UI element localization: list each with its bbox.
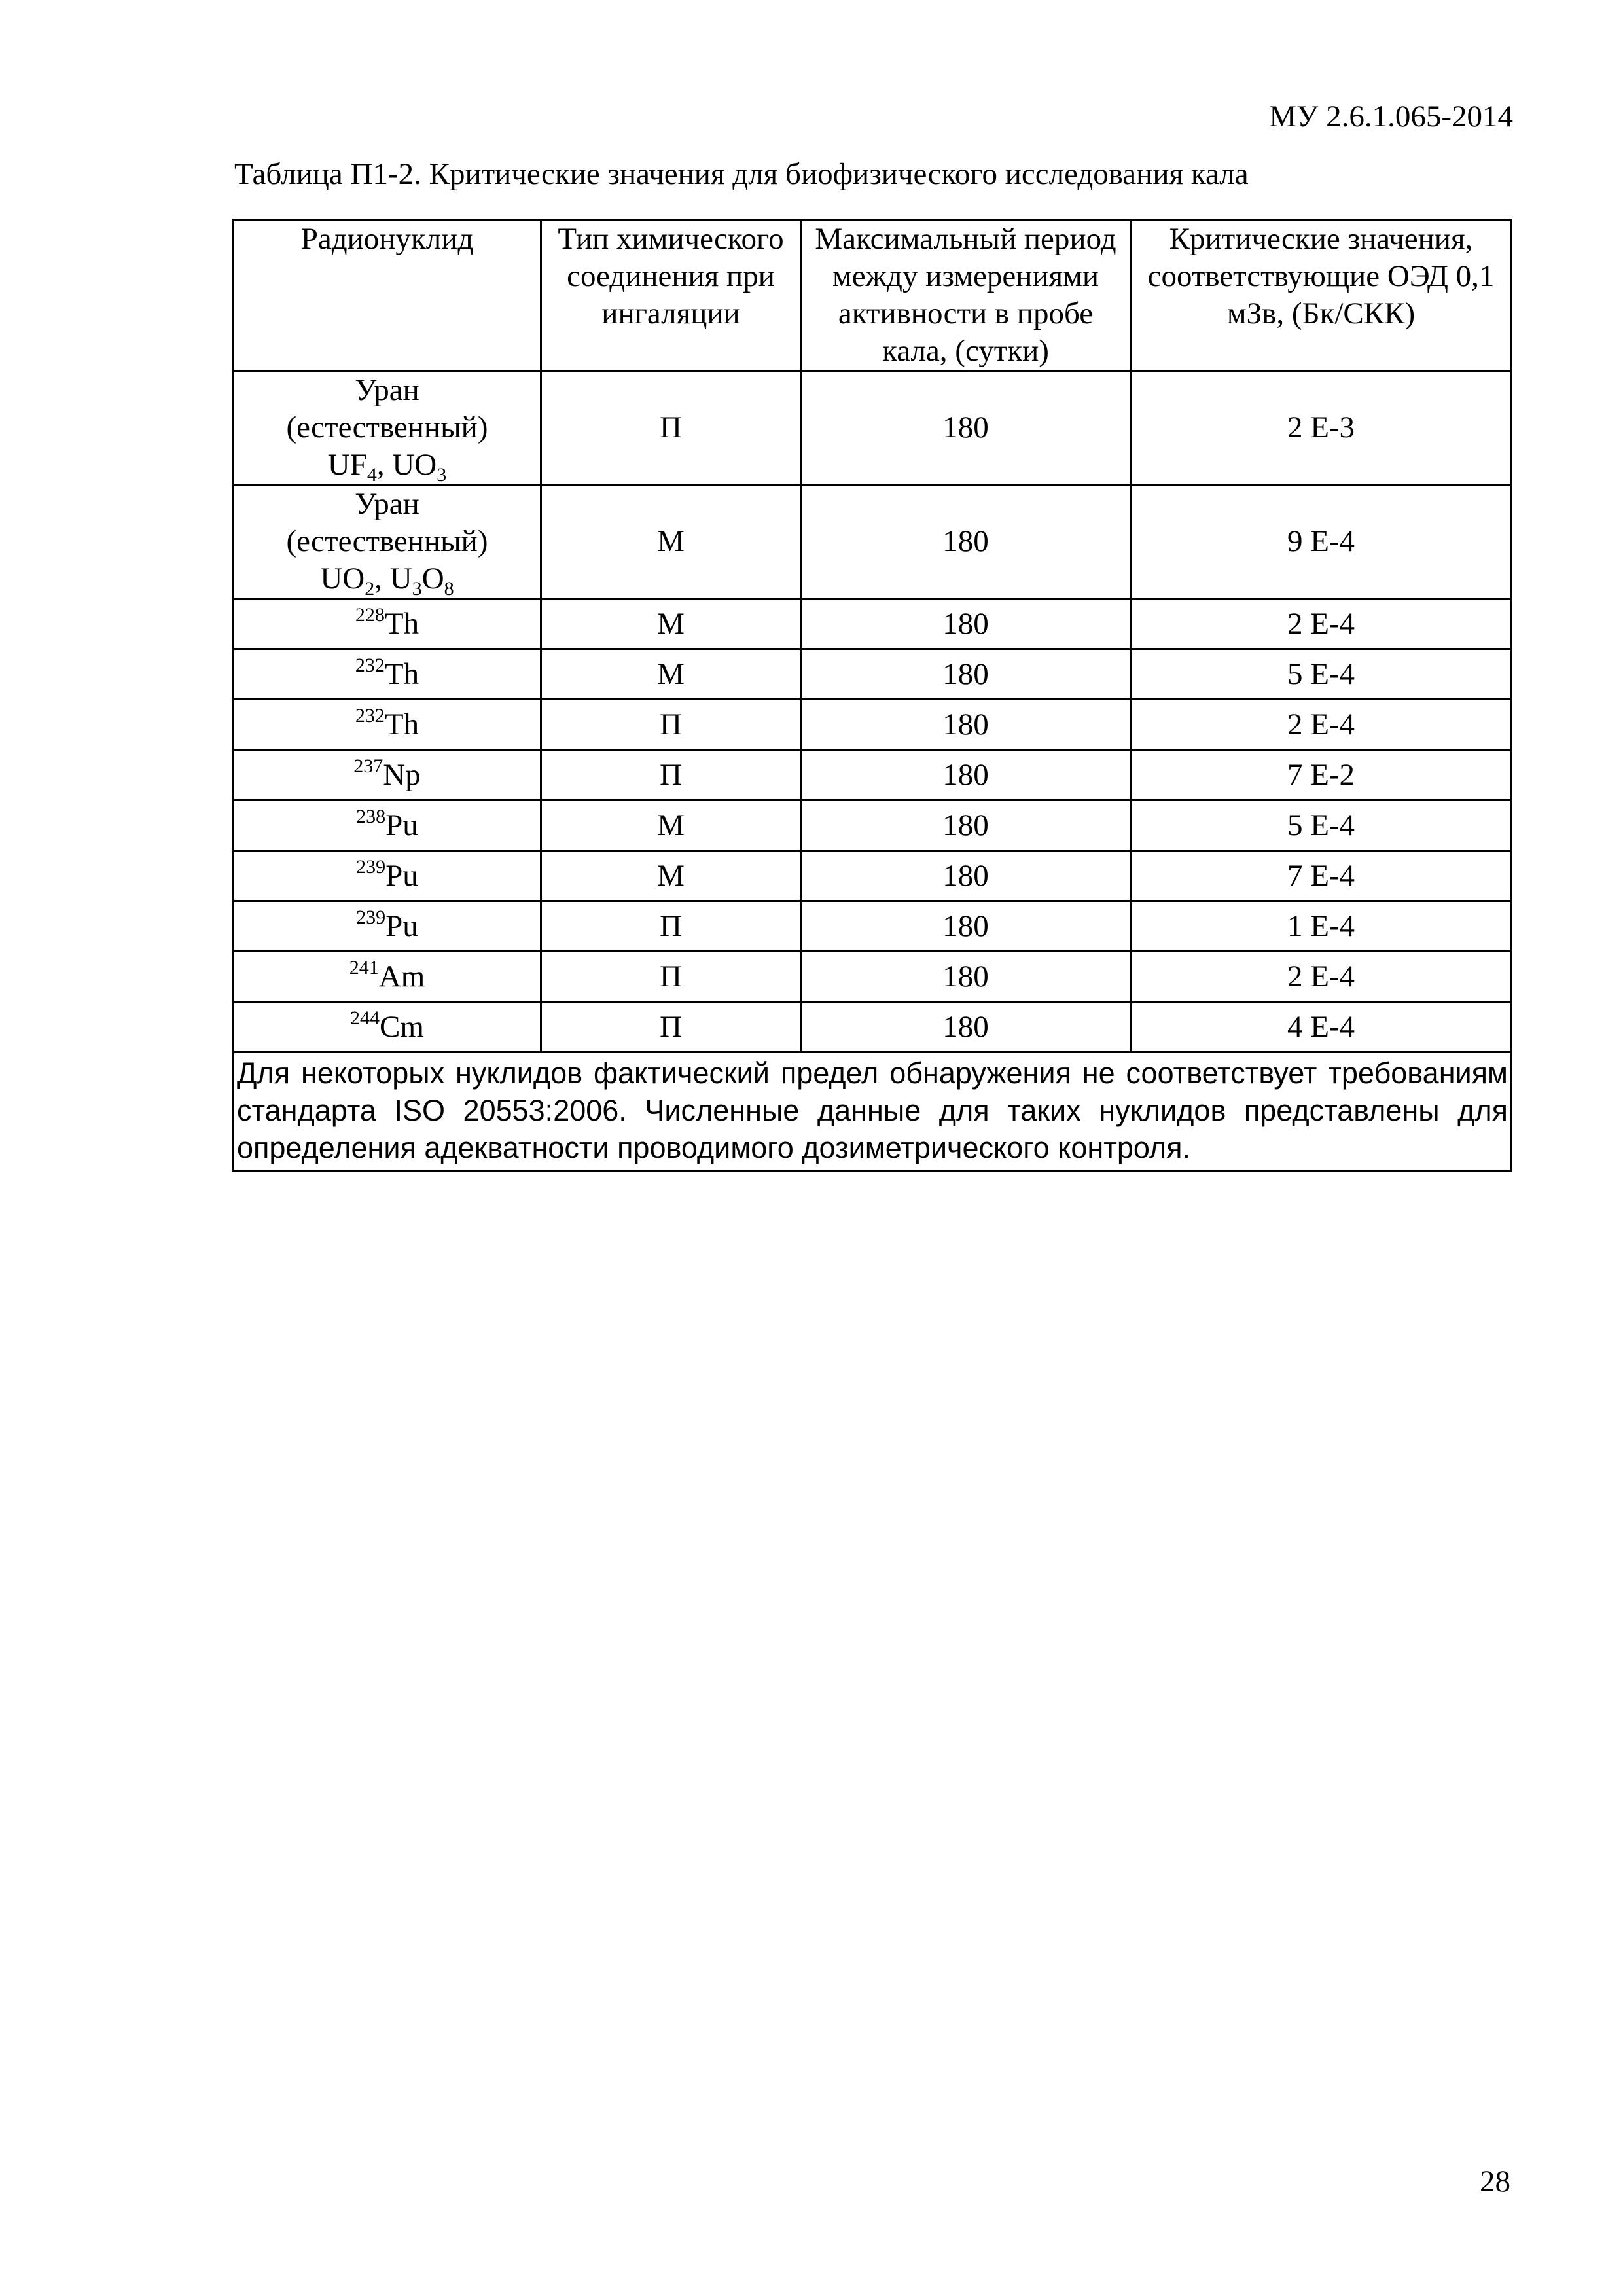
element-symbol: Cm	[380, 1009, 424, 1044]
mass-number: 238	[356, 805, 386, 827]
table-row	[234, 800, 1512, 851]
critical-value-cell: 2 Е-4	[1131, 599, 1512, 649]
table-row	[234, 371, 1512, 485]
nuclide-cell	[234, 851, 541, 901]
element-symbol: Th	[384, 606, 419, 641]
mass-number: 228	[355, 603, 385, 626]
mass-number: 239	[356, 855, 386, 878]
column-header-measurement-period: Максимальный период между измерениями активности в пробе кала, (сутки)	[801, 220, 1131, 371]
period-cell: 180	[801, 649, 1131, 700]
column-header-compound-type: Тип химического соединения при ингаляции	[541, 220, 801, 371]
period-cell: 180	[801, 371, 1131, 485]
critical-value-cell: 7 Е-4	[1131, 851, 1512, 901]
compound-type-cell: П	[541, 1002, 801, 1052]
table-header-row	[234, 220, 1512, 371]
period-cell: 180	[801, 599, 1131, 649]
table-row	[234, 485, 1512, 599]
element-symbol: Pu	[385, 808, 418, 842]
table-row	[234, 700, 1512, 750]
compound-type-cell: П	[541, 700, 801, 750]
mass-number: 241	[349, 956, 379, 978]
mass-number: 232	[355, 654, 385, 676]
compound-type-cell: П	[541, 952, 801, 1002]
compound-type-cell: М	[541, 485, 801, 599]
critical-value-cell: 9 Е-4	[1131, 485, 1512, 599]
critical-value-cell: 2 Е-4	[1131, 952, 1512, 1002]
compound-type-cell: М	[541, 800, 801, 851]
nuclide-compounds: $UO_2$, $U_3O_8$	[320, 562, 454, 600]
critical-value-cell: 4 Е-4	[1131, 1002, 1512, 1052]
period-cell: 180	[801, 1002, 1131, 1052]
critical-value-cell: 1 Е-4	[1131, 901, 1512, 952]
critical-value-cell: 7 Е-2	[1131, 750, 1512, 800]
critical-values-table	[232, 219, 1512, 1172]
nuclide-cell	[234, 700, 541, 750]
period-cell: 180	[801, 800, 1131, 851]
critical-value-cell: 5 Е-4	[1131, 800, 1512, 851]
mass-number: 232	[355, 704, 385, 726]
period-cell: 180	[801, 851, 1131, 901]
nuclide-cell	[234, 1002, 541, 1052]
compound-type-cell: П	[541, 371, 801, 485]
nuclide-cell	[234, 649, 541, 700]
compound-type-cell: М	[541, 649, 801, 700]
nuclide-cell	[234, 599, 541, 649]
element-symbol: Np	[383, 757, 421, 792]
table-note-row	[234, 1052, 1512, 1172]
compound-type-cell: М	[541, 851, 801, 901]
nuclide-qualifier: (естественный)	[286, 410, 488, 444]
column-header-critical-value: Критические значения, соответствующие ОЭД 0,1 мЗв, (Бк/СКК)	[1131, 220, 1512, 371]
compound-type-cell: П	[541, 901, 801, 952]
table-row	[234, 851, 1512, 901]
table-row	[234, 952, 1512, 1002]
table-caption: Таблица П1-2. Критические значения для биофизического исследования кала	[234, 157, 1249, 191]
nuclide-cell	[234, 800, 541, 851]
nuclide-qualifier: (естественный)	[286, 524, 488, 558]
document-code: МУ 2.6.1.065-2014	[1269, 99, 1513, 134]
critical-value-cell: 2 Е-4	[1131, 700, 1512, 750]
nuclide-cell	[234, 371, 541, 485]
element-symbol: Th	[384, 707, 419, 742]
period-cell: 180	[801, 485, 1131, 599]
table-row	[234, 1002, 1512, 1052]
nuclide-cell	[234, 952, 541, 1002]
nuclide-cell	[234, 901, 541, 952]
nuclide-name: Уран	[355, 487, 419, 521]
page-number: 28	[1480, 2164, 1510, 2198]
mass-number: 237	[353, 755, 383, 777]
critical-value-cell: 2 Е-3	[1131, 371, 1512, 485]
table-row	[234, 649, 1512, 700]
nuclide-compounds: $UF_4$, $UO_3$	[327, 448, 447, 486]
table-note: Для некоторых нуклидов фактический предел обнаружения не соответствует требованиям стандарта ISO 20553:2006. Численные данные для таких нуклидов представлены для определения адекватности проводимого дозиметрического контроля.	[234, 1052, 1512, 1172]
compound-type-cell: П	[541, 750, 801, 800]
period-cell: 180	[801, 750, 1131, 800]
nuclide-cell	[234, 750, 541, 800]
table-row	[234, 599, 1512, 649]
table-row	[234, 750, 1512, 800]
period-cell: 180	[801, 952, 1131, 1002]
element-symbol: Pu	[385, 858, 418, 893]
mass-number: 239	[356, 906, 386, 928]
element-symbol: Pu	[385, 908, 418, 943]
compound-type-cell: М	[541, 599, 801, 649]
nuclide-cell	[234, 485, 541, 599]
element-symbol: Am	[378, 959, 425, 994]
nuclide-name: Уран	[355, 373, 419, 407]
critical-value-cell: 5 Е-4	[1131, 649, 1512, 700]
element-symbol: Th	[384, 656, 419, 691]
mass-number: 244	[350, 1007, 380, 1029]
period-cell: 180	[801, 901, 1131, 952]
column-header-radionuclide: Радионуклид	[234, 220, 541, 371]
table-row	[234, 901, 1512, 952]
period-cell: 180	[801, 700, 1131, 750]
